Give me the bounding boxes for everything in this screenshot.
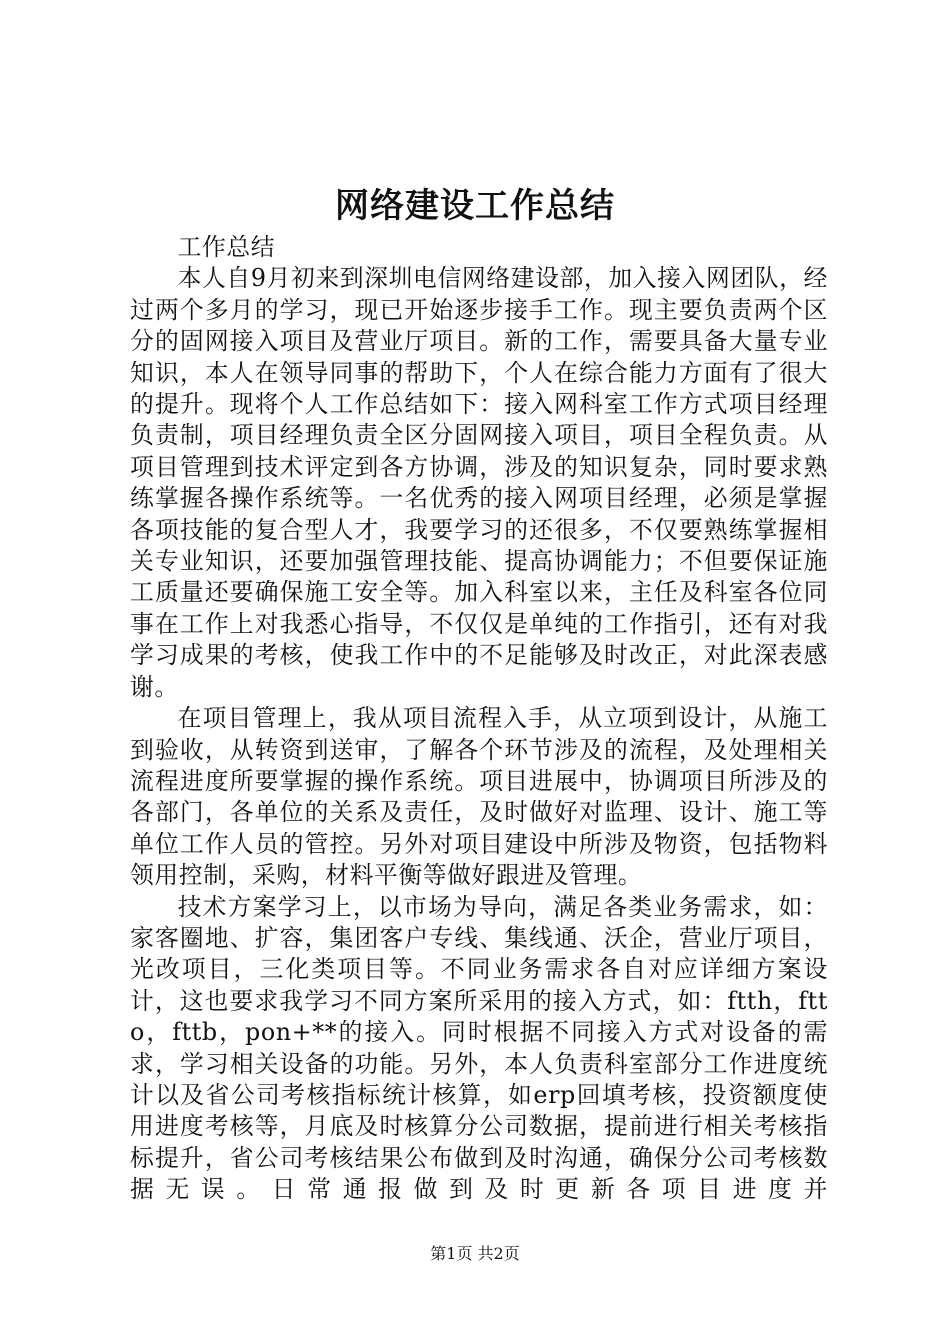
document-body — [130, 232, 828, 1206]
document-title: 网络建设工作总结 — [335, 186, 615, 226]
page-footer: 第1页 共2页 — [430, 1244, 520, 1263]
body-paragraph: 技术方案学习上，以市场为导向，满足各类业务需求，如：家客圈地、扩容，集团客户专线、集线通、沃企，营业厅项目，光改项目，三化类项目等。不同业务需求各自对应详细方案设计，这也要求我学习不同方案所采用的接入方式，如：ftth，ftto，fttb，pon+**的接入。同时根据不同接入方式对设备的需求，学习相关设备的功能。另外，本人负责科室部分工作进度统计以及省公司考核指标统计核算，如erp回填考核，投资额度使用进度考核等，月底及时核算分公司数据，提前进行相关考核指标提升，省公司考核结果公布做到及时沟通，确保分公司考核数据无误。日常通报做到及时更新各项目进度并 — [130, 892, 828, 1204]
body-paragraph: 在项目管理上，我从项目流程入手，从立项到设计，从施工到验收，从转资到送审，了解各个环节涉及的流程，及处理相关流程进度所要掌握的操作系统。项目进展中，协调项目所涉及的各部门，各单位的关系及责任，及时做好对监理、设计、施工等单位工作人员的管控。另外对项目建设中所涉及物资，包括物料领用控制，采购，材料平衡等做好跟进及管理。 — [130, 704, 828, 890]
body-paragraph: 本人自9月初来到深圳电信网络建设部，加入接入网团队，经过两个多月的学习，现已开始逐步接手工作。现主要负责两个区分的固网接入项目及营业厅项目。新的工作，需要具备大量专业知识，本人在领导同事的帮助下，个人在综合能力方面有了很大的提升。现将个人工作总结如下：接入网科室工作方式项目经理负责制，项目经理负责全区分固网接入项目，项目全程负责。从项目管理到技术评定到各方协调，涉及的知识复杂，同时要求熟练掌握各操作系统等。一名优秀的接入网项目经理，必须是掌握各项技能的复合型人才，我要学习的还很多，不仅要熟练掌握相关专业知识，还要加强管理技能、提高协调能力；不但要保证施工质量还要确保施工安全等。加入科室以来，主任及科室各位同事在工作上对我悉心指导，不仅仅是单纯的工作指引，还有对我学习成果的考核，使我工作中的不足能够及时改正，对此深表感谢。 — [130, 264, 828, 701]
section-heading: 工作总结 — [177, 233, 276, 261]
